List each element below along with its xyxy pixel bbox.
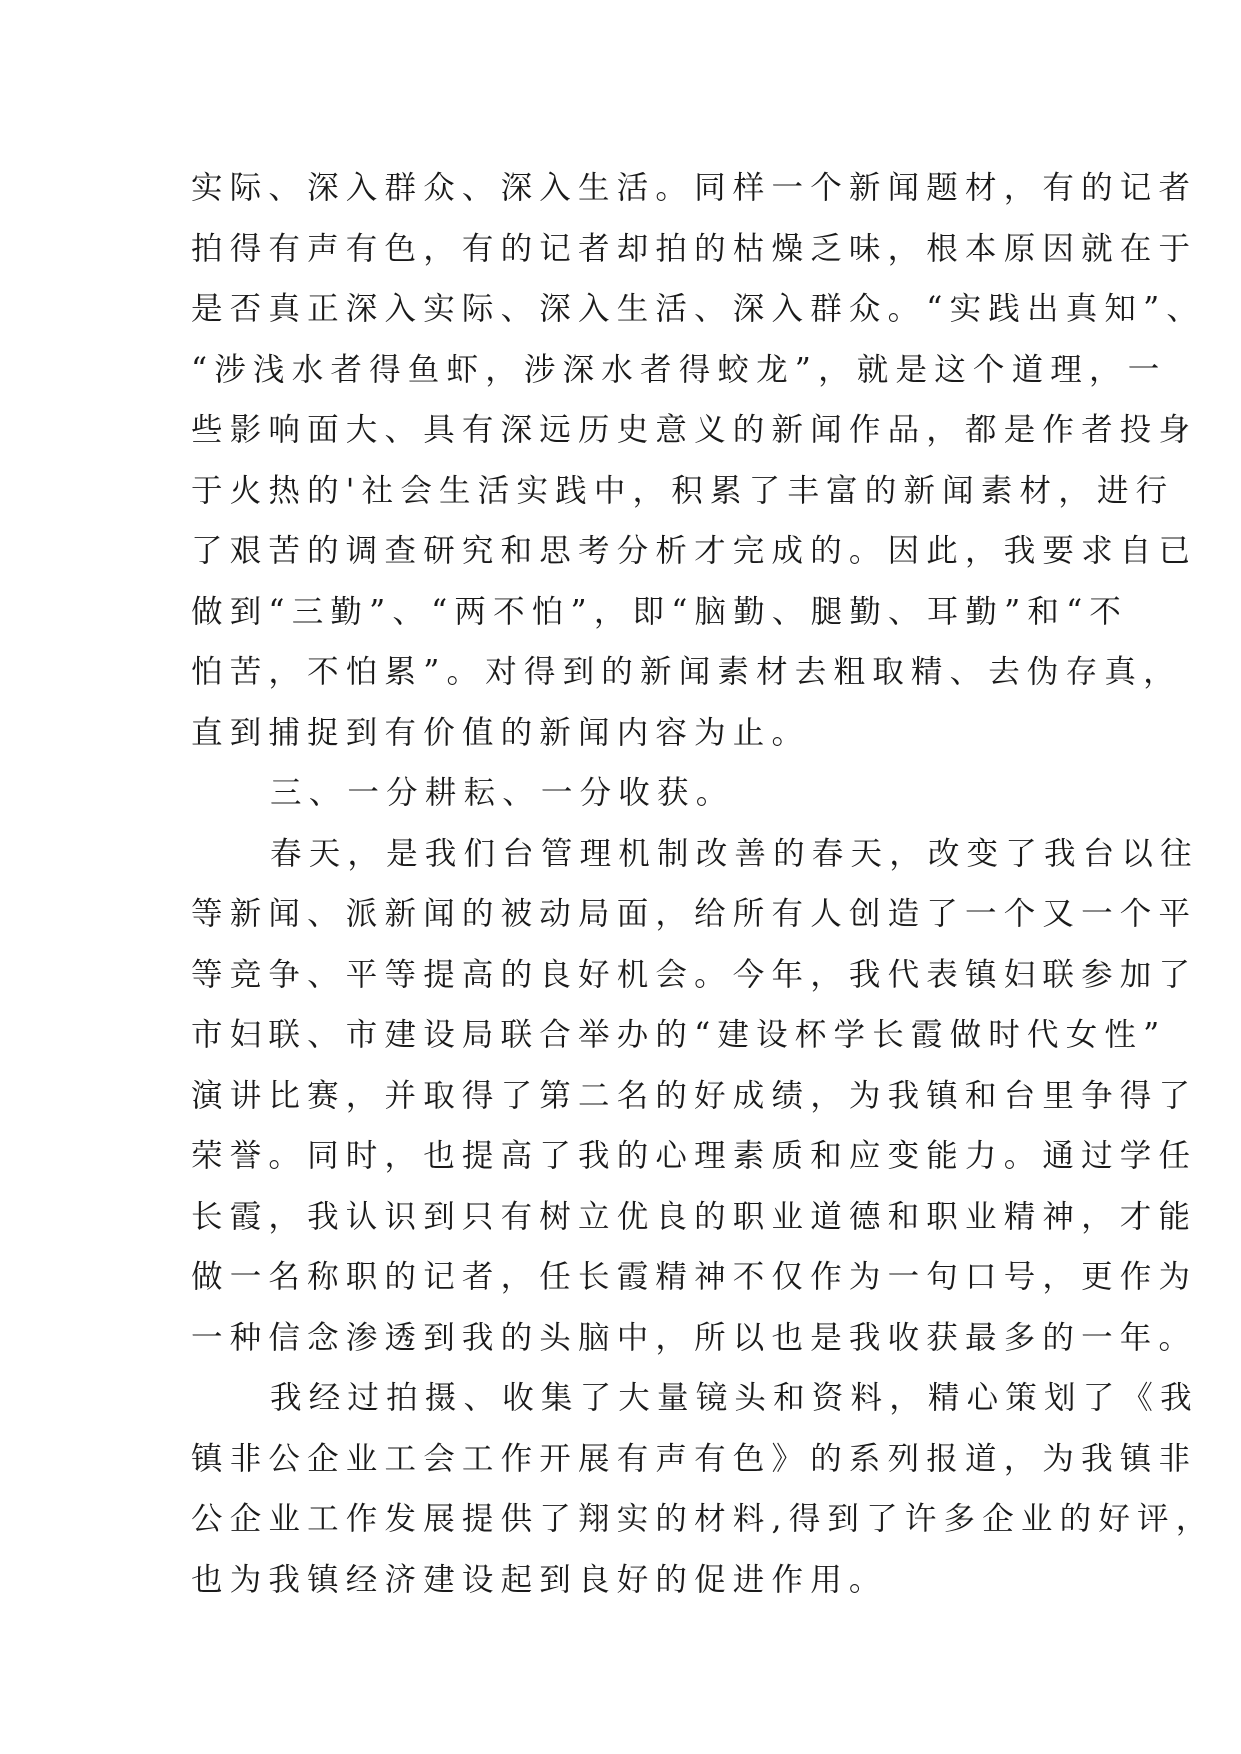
text-line: 镇非公企业工会工作开展有声有色》的系列报道，为我镇非 [191, 1440, 1198, 1477]
text-line: 市妇联、市建设局联合举办的“建设杯学长霞做时代女性” [191, 1017, 1167, 1053]
text-line: 公企业工作发展提供了翔实的材料,得到了许多企业的好评， [191, 1501, 1215, 1537]
text-line: 演讲比赛，并取得了第二名的好成绩，为我镇和台里争得了 [191, 1077, 1198, 1114]
text-line: 等竞争、平等提高的良好机会。今年，我代表镇妇联参加了 [191, 956, 1198, 993]
text-line: 等新闻、派新闻的被动局面，给所有人创造了一个又一个平 [191, 896, 1198, 932]
text-line: 荣誉。同时，也提高了我的心理素质和应变能力。通过学任 [191, 1138, 1198, 1174]
text-line: 做到“三勤”、“两不怕”，即“脑勤、腿勤、耳勤”和“不 [191, 593, 1129, 630]
text-line: 是否真正深入实际、深入生活、深入群众。“实践出真知”、 [191, 291, 1206, 327]
paragraph [191, 158, 1206, 763]
text-line: 怕苦，不怕累”。对得到的新闻素材去粗取精、去伪存真， [191, 654, 1182, 690]
text-line: 长霞，我认识到只有树立优良的职业道德和职业精神，才能 [191, 1198, 1198, 1235]
text-line: 拍得有声有色，有的记者却拍的枯燥乏味，根本原因就在于 [191, 230, 1198, 267]
text-line: 也为我镇经济建设起到良好的促进作用。 [191, 1561, 888, 1598]
text-line: 一种信念渗透到我的头脑中，所以也是我收获最多的一年。 [191, 1319, 1198, 1356]
text-line: 些影响面大、具有深远历史意义的新闻作品，都是作者投身 [191, 412, 1198, 448]
document-body [191, 158, 1215, 1610]
text-line: 做一名称职的记者，任长霞精神不仅作为一句口号，更作为 [191, 1259, 1198, 1295]
paragraph [191, 824, 1199, 1369]
paragraph [191, 1368, 1215, 1610]
text-line: 直到捕捉到有价值的新闻内容为止。 [191, 714, 811, 751]
text-line: 我经过拍摄、收集了大量镜头和资料，精心策划了《我 [270, 1380, 1199, 1416]
text-line: “涉浅水者得鱼虾，涉深水者得蛟龙”，就是这个道理，一 [191, 351, 1167, 388]
text-line: 于火热的'社会生活实践中，积累了丰富的新闻素材，进行 [191, 472, 1175, 509]
text-line: 三、一分耕耘、一分收获。 [270, 775, 735, 811]
text-line: 了艰苦的调查研究和思考分析才完成的。因此，我要求自已 [191, 533, 1198, 569]
text-line: 实际、深入群众、深入生活。同样一个新闻题材，有的记者 [191, 170, 1198, 206]
paragraph [191, 763, 1051, 824]
text-line: 春天，是我们台管理机制改善的春天，改变了我台以往 [270, 835, 1199, 872]
